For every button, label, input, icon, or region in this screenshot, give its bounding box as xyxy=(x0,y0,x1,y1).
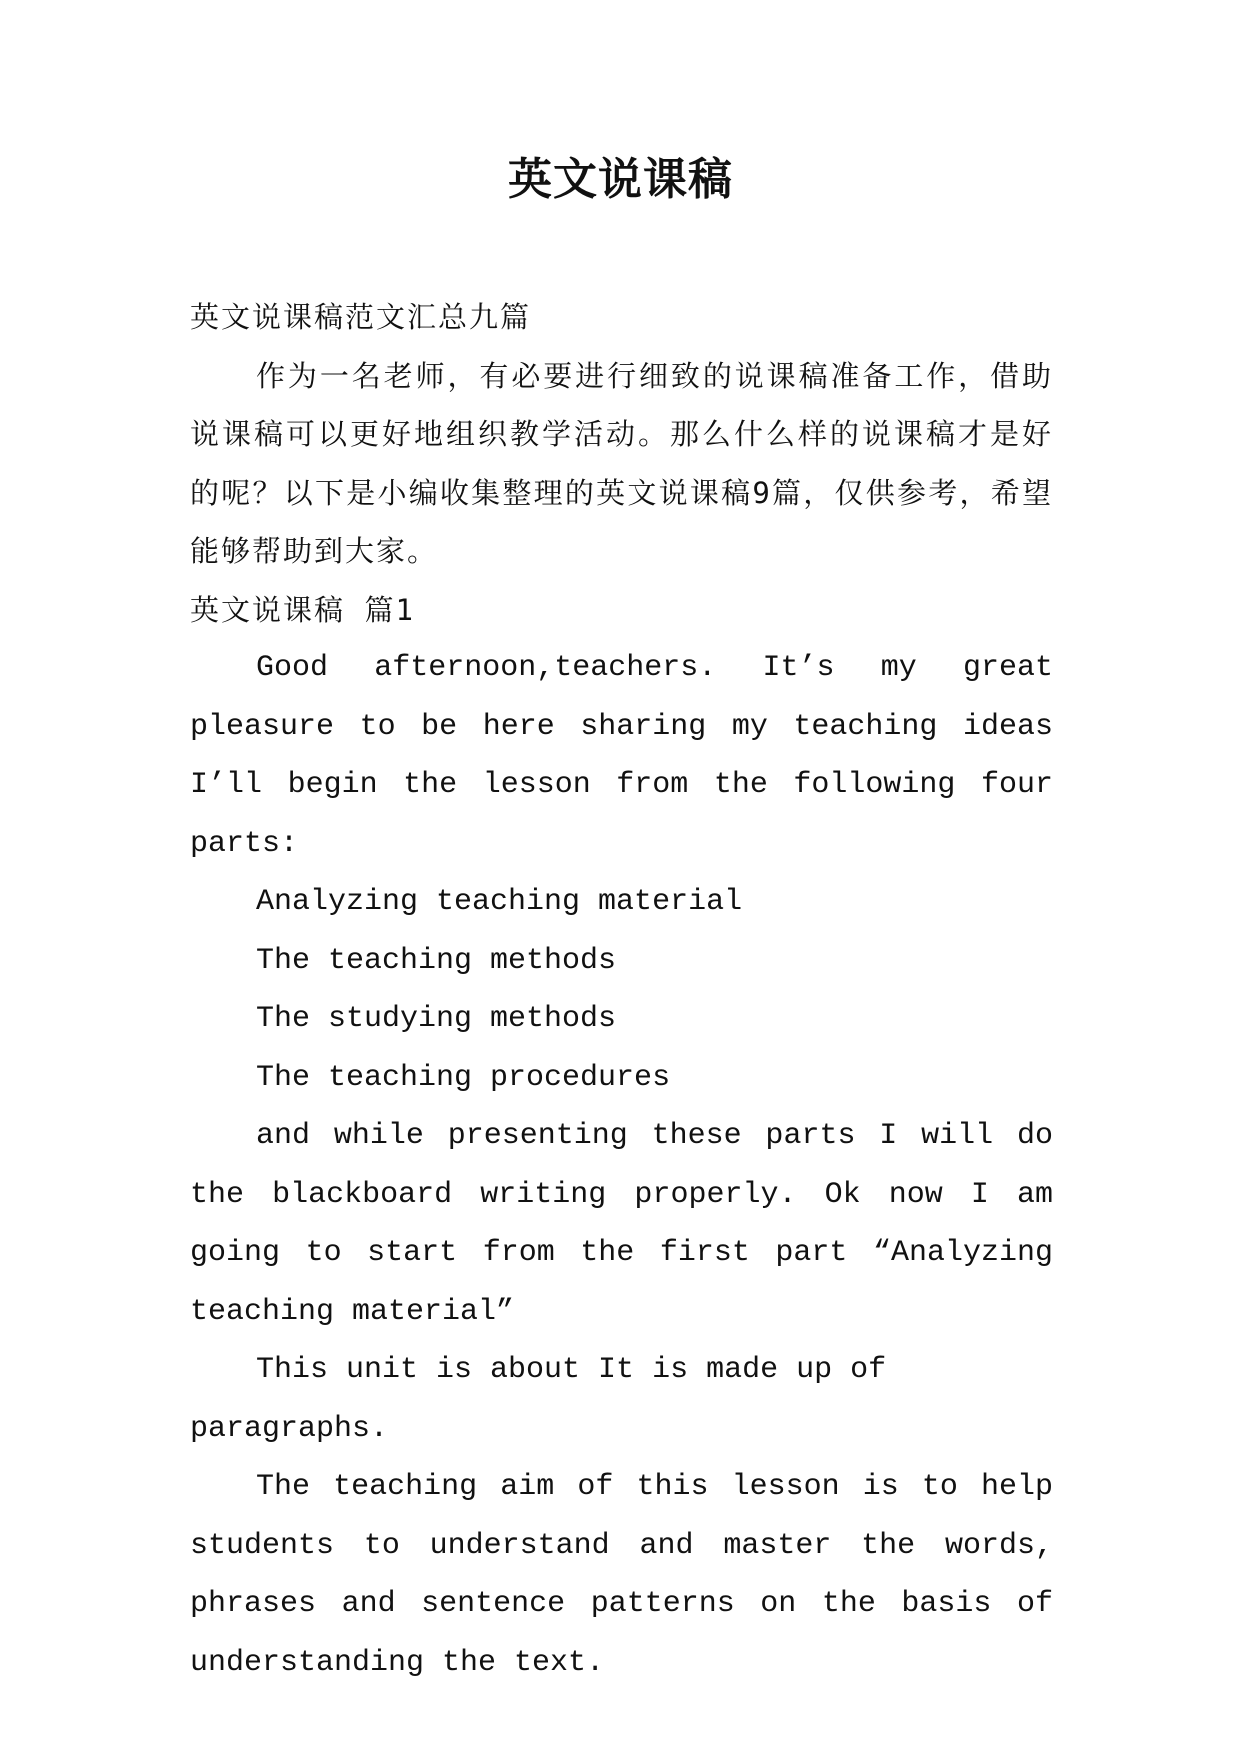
section-heading: 英文说课稿 篇1 xyxy=(190,592,415,627)
paragraph-teaching-aim: The teaching aim of this lesson is to help students to understand and master the words, phrases and sentence patterns on the basis of understanding the text. xyxy=(190,1470,1053,1680)
list-item-part-3: The studying methods xyxy=(256,1002,617,1036)
list-item-part-2: The teaching methods xyxy=(256,943,617,978)
list-item-part-1: Analyzing teaching material xyxy=(256,885,743,919)
list-item-part-4: The teaching procedures xyxy=(256,1060,671,1095)
paragraph-greeting: Good afternoon,teachers. It’s my great pleasure to be here sharing my teaching ideas I’ll begin the lesson from the following four parts: xyxy=(190,651,1053,861)
document-subtitle: 英文说课稿范文汇总九篇 xyxy=(190,300,532,334)
intro-paragraph: 作为一名老师，有必要进行细致的说课稿准备工作，借助说课稿可以更好地组织教学活动。那么什么样的说课稿才是好的呢？以下是小编收集整理的英文说课稿9篇，仅供参考，希望能够帮助到大家。 xyxy=(190,358,1053,568)
paragraph-unit: This unit is about It is made up of paragraphs. xyxy=(190,1353,887,1446)
document-body xyxy=(190,288,1053,1692)
paragraph-blackboard: and while presenting these parts I will do the blackboard writing properly. Ok now I am going to start from the first part “Analyzing teaching material” xyxy=(190,1119,1053,1329)
document-title: 英文说课稿 xyxy=(508,154,733,205)
